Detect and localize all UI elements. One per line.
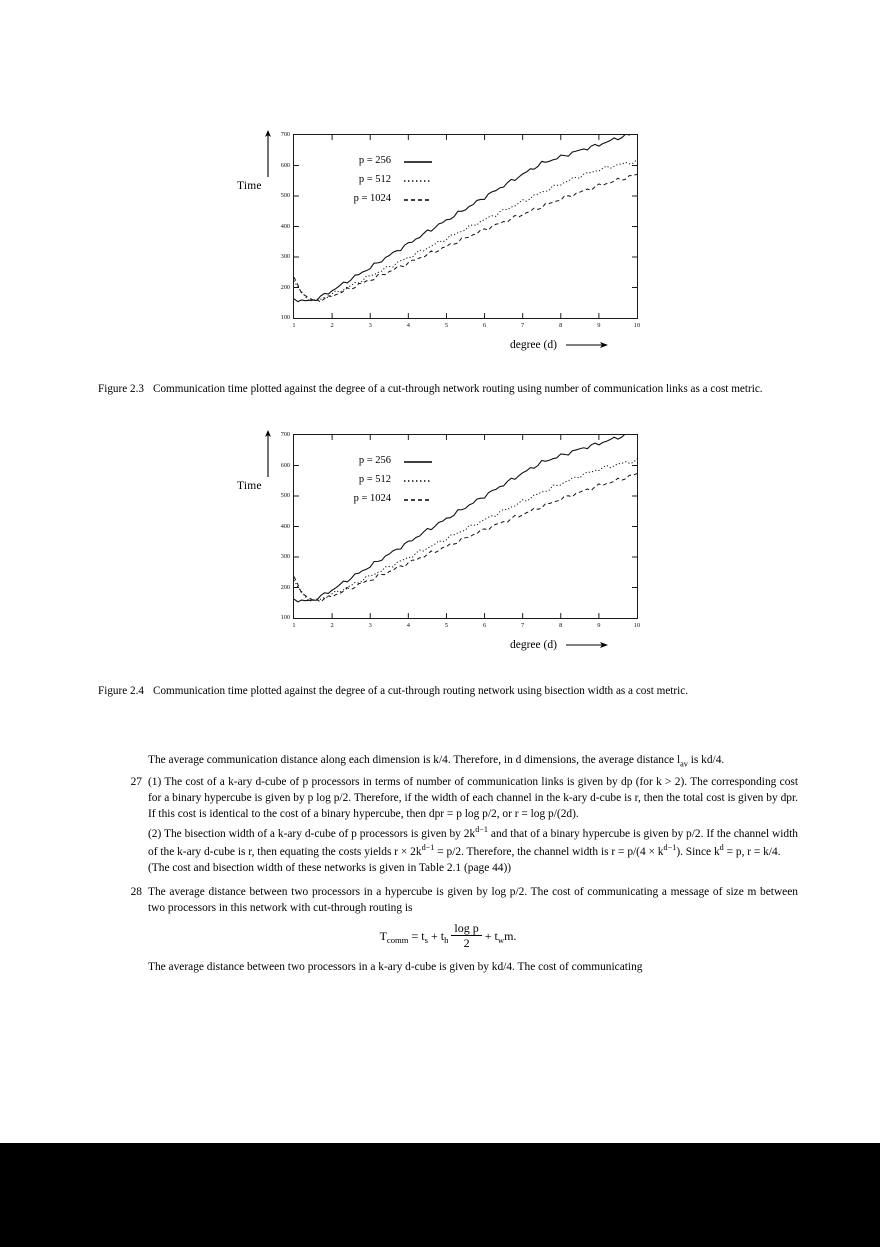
y-tick-label: 400: [280, 522, 290, 530]
body-text-block: [98, 752, 798, 975]
answer-item-27: [98, 774, 798, 823]
eq-fraction: [451, 921, 481, 951]
part2-tail: = p, r = k/4.: [723, 846, 781, 859]
answer-item-27-part-2: [98, 824, 798, 860]
y-tick-label: 200: [280, 283, 290, 291]
x-tick-label: 8: [559, 622, 563, 629]
y-tick-label: 300: [280, 252, 290, 260]
x-axis-label-group: [510, 339, 608, 351]
part2-mid-3: ). Since k: [676, 846, 720, 859]
legend-label: p = 512: [358, 174, 391, 186]
y-tick-label: 500: [280, 191, 290, 199]
y-tick-label: 100: [280, 313, 290, 321]
legend-label: p = 512: [358, 474, 391, 486]
legend-swatch-dashed-icon: [403, 196, 433, 204]
intro-tail: is kd/4.: [687, 754, 725, 766]
x-tick-label: 7: [521, 322, 525, 329]
eq-tail: m.: [504, 928, 517, 943]
part2-exponent-4: d: [719, 843, 724, 853]
x-axis-label: degree (d): [510, 339, 557, 351]
eq-lhs-sub: comm: [386, 935, 409, 946]
eq-equals: =: [411, 928, 419, 943]
y-tick-label: 700: [280, 430, 290, 438]
x-tick-label: 1: [292, 622, 296, 629]
item-number: 27: [130, 775, 142, 788]
x-tick-label: 2: [330, 622, 334, 629]
y-axis-label: Time: [237, 480, 262, 492]
time-axis-arrow-icon: [262, 130, 274, 178]
x-tick-label: 7: [521, 622, 525, 629]
time-axis-arrow-icon: [262, 430, 274, 478]
y-tick-label: 300: [280, 552, 290, 560]
part2-exponent-2: d−1: [421, 843, 435, 853]
caption-number: Figure 2.4: [98, 685, 144, 697]
x-tick-label: 10: [633, 622, 641, 629]
answer-item-28: [98, 884, 798, 916]
legend-swatch-dashed-icon: [403, 496, 433, 504]
x-tick-label: 5: [444, 622, 449, 629]
eq-th: t: [440, 928, 445, 943]
x-tick-label: 4: [406, 622, 410, 629]
eq-ts: t: [421, 928, 425, 943]
legend-swatch-solid-icon: [403, 458, 433, 466]
x-tick-label: 6: [482, 322, 487, 329]
eq-tw: t: [494, 928, 498, 943]
part2-mid-2: = p/2. Therefore, the channel width is r = p/(4 × k: [434, 846, 664, 859]
closing-text: The average distance between two processors in a k-ary d-cube is given by kd/4. The cost of communicating: [148, 961, 643, 974]
page-bottom-black-band: [0, 1143, 880, 1247]
x-tick-label: 10: [633, 322, 641, 329]
item-number: 28: [130, 885, 142, 898]
legend-label: p = 1024: [353, 493, 391, 505]
x-tick-label: 3: [368, 622, 372, 629]
y-tick-label: 500: [280, 491, 290, 499]
intro-subscript: av: [680, 759, 688, 769]
item-28-text: The average distance between two processors in a hypercube is given by log p/2. The cost of communicating a message of size m between two processors in this network with cut-through routing is: [148, 885, 798, 914]
y-tick-label: 100: [280, 613, 290, 621]
legend-label: p = 256: [358, 155, 391, 167]
eq-fraction-denominator: 2: [463, 936, 470, 951]
x-axis-label: degree (d): [510, 639, 557, 651]
eq-fraction-numerator: log p: [451, 921, 481, 936]
eq-plus-1: +: [430, 928, 438, 943]
y-tick-label: 700: [280, 130, 290, 138]
eq-lhs: T: [379, 928, 387, 943]
x-tick-label: 3: [368, 322, 372, 329]
equation-tcomm: [98, 922, 798, 952]
caption-text: Communication time plotted against the degree of a cut-through network routing using number of communication links as a cost metric.: [153, 383, 763, 395]
legend-item: [327, 171, 433, 190]
x-tick-label: 2: [330, 322, 334, 329]
item-27-part-1: (1) The cost of a k-ary d-cube of p processors in terms of number of communication links is given by dp (for k > 2). The corresponding cost for a binary hypercube is given by p log p/2. Therefore, if the width of each channel in the k-ary d-cube is r, then the total cost is given by dpr. If this cost is identical to the cost of a binary hypercube, then dpr = p log p/2, or r = log p/(2d).: [148, 775, 798, 821]
eq-ts-sub: s: [424, 935, 428, 946]
chart-legend: [327, 152, 433, 209]
legend-label: p = 256: [358, 455, 391, 467]
degree-axis-arrow-icon: [566, 340, 608, 350]
x-tick-label: 6: [482, 622, 487, 629]
legend-item: [327, 490, 433, 509]
eq-plus-2: +: [484, 928, 492, 943]
intro-paragraph: [98, 752, 798, 770]
x-tick-label: 9: [597, 622, 601, 629]
eq-tw-sub: w: [497, 935, 505, 946]
degree-axis-arrow-icon: [566, 640, 608, 650]
x-tick-label: 1: [292, 322, 296, 329]
legend-item: [327, 452, 433, 471]
y-tick-label: 400: [280, 222, 290, 230]
x-tick-label: 9: [597, 322, 601, 329]
intro-text: The average communication distance along each dimension is k/4. Therefore, in d dimensions, the average distance l: [148, 754, 681, 766]
plot-area: [280, 130, 641, 329]
part2-exponent-3: d−1: [663, 843, 677, 853]
plot-area: [280, 430, 641, 629]
y-tick-label: 600: [280, 161, 290, 169]
legend-item: [327, 152, 433, 171]
y-tick-label: 600: [280, 461, 290, 469]
figure-2-3-chart: [230, 126, 655, 366]
legend-swatch-dotted-icon: [403, 177, 433, 185]
legend-item: [327, 471, 433, 490]
part2-mid-1: and that of a binary hypercube is given by p/2. If the channel width of the k-ary d-cube is r, then equating the costs yields r × 2k: [148, 828, 798, 859]
closing-paragraph: [98, 959, 798, 975]
chart-legend: [327, 452, 433, 509]
x-tick-label: 4: [406, 322, 410, 329]
answer-item-27-part-3: [98, 860, 798, 876]
x-axis-label-group: [510, 639, 608, 651]
eq-th-sub: h: [444, 935, 449, 946]
legend-swatch-dotted-icon: [403, 477, 433, 485]
part2-exponent-1: d−1: [475, 825, 488, 835]
x-tick-label: 5: [444, 322, 449, 329]
y-axis-label: Time: [237, 180, 262, 192]
y-tick-label: 200: [280, 583, 290, 591]
caption-number: Figure 2.3: [98, 383, 144, 395]
legend-label: p = 1024: [353, 193, 391, 205]
x-tick-label: 8: [559, 322, 563, 329]
part3-text: (The cost and bisection width of these networks is given in Table 2.1 (page 44)): [148, 862, 512, 875]
part2-lead: (2) The bisection width of a k-ary d-cube of p processors is given by 2k: [148, 828, 476, 841]
figure-2-4-caption: [98, 684, 846, 699]
legend-swatch-solid-icon: [403, 158, 433, 166]
caption-text: Communication time plotted against the degree of a cut-through routing network using bisection width as a cost metric.: [153, 685, 689, 697]
legend-item: [327, 190, 433, 209]
figure-2-4-chart: [230, 426, 655, 666]
figure-2-3-caption: [98, 382, 846, 397]
